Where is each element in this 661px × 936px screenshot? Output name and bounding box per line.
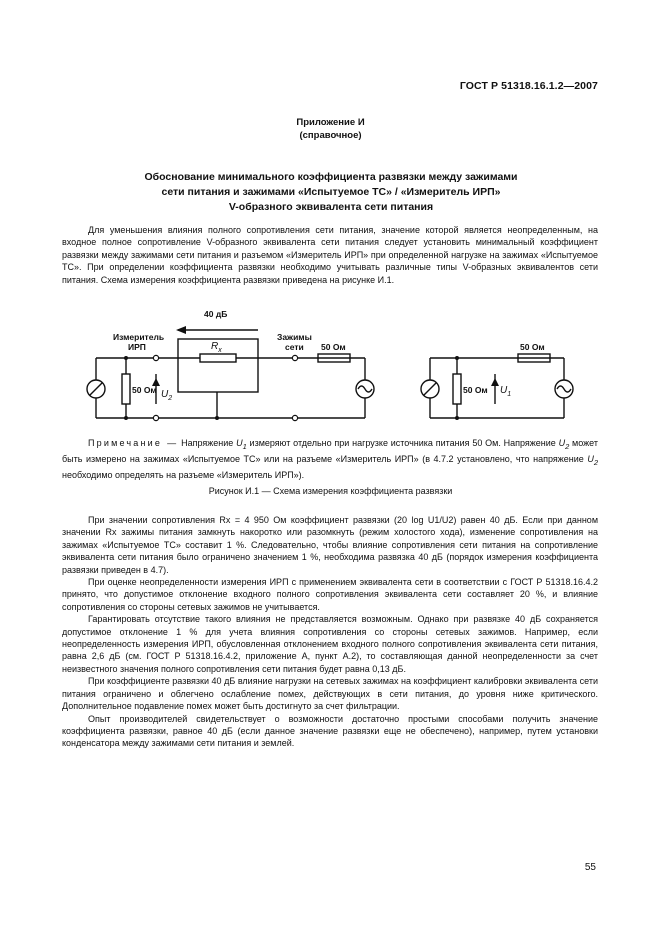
junction-dot	[215, 416, 219, 420]
page-number: 55	[584, 862, 596, 873]
meter-label-line-2: ИРП	[128, 342, 146, 352]
title-line-3: V-образного эквивалента сети питания	[228, 201, 434, 213]
mains-label-line-1: Зажимы	[277, 332, 312, 342]
rx-label: $R_x$	[211, 341, 222, 354]
left-meter-50-ohm-resistor	[122, 374, 130, 404]
rx-resistor	[200, 354, 236, 362]
body-paragraph-2: При оценке неопределенности измерения ИРП с применением эквивалента сети в соответствии с ГОСТ Р 51318.16.4.2 принято, что допустимое отклонение входного полного сопротивления эквивалента сети составляет 20 %, и влияние сопротивления со стороны сетевых зажимов не учитывается.	[62, 577, 598, 612]
intro-text: Для уменьшения влияния полного сопротивления сети питания, значение которой является неопределенным, на входное полное сопротивление V-образного эквивалента сети питания следует установить минимальный коэффициент развязки между зажимами сети питания и разъемом «Измеритель ИРП» при определенной нагрузке на зажимах «Испытуемое ТС». При определении коэффициента развязки необходимо учитывать различные типы V-образных эквивалентов сети питания. Схема измерения коэффициента развязки приведена на рисунке И.1.	[62, 225, 598, 285]
right-meter-50-ohm-label: 50 Ом	[463, 385, 488, 395]
attenuation-arrowhead	[176, 326, 186, 334]
body-text	[62, 514, 598, 750]
document-header: ГОСТ Р 51318.16.1.2—2007	[459, 80, 598, 92]
junction-dot	[124, 416, 128, 420]
appendix-title: Приложение И	[296, 117, 365, 128]
appendix-kind: (справочное)	[299, 130, 362, 141]
junction-dot	[124, 356, 128, 360]
mains-terminal-top	[292, 355, 297, 360]
mains-terminal-bottom	[292, 415, 297, 420]
figure-note	[62, 437, 598, 482]
right-meter-50-ohm-resistor	[453, 374, 461, 404]
meter-terminal-top	[153, 355, 158, 360]
appendix-heading	[0, 116, 661, 142]
left-meter-50-ohm-label: 50 Ом	[132, 385, 157, 395]
body-paragraph-4: При коэффициенте развязки 40 дБ влияние нагрузки на сетевых зажимах на коэффициент калибровки эквивалента сети питания ограничено и облегчено ослабление помех, действующих в сети питания, до уровня ниже критического. Дополнительное подавление помех может быть достигнуто за счет фильтрации.	[62, 676, 598, 712]
body-paragraph-5: Опыт производителей свидетельствует о возможности достаточно простыми способами получить значение коэффициента развязки, равное 40 дБ (если данное значение развязки еще не обеспечено), например, путем установки конденсатора между зажимами сети питания и землей.	[62, 713, 598, 749]
mains-label-line-2: сети	[285, 342, 304, 352]
meter-terminal-bottom	[153, 415, 158, 420]
title-line-2: сети питания и зажимами «Испытуемое ТС» / «Измеритель ИРП»	[161, 186, 501, 198]
right-50-ohm-label: 50 Ом	[520, 342, 545, 352]
body-paragraph-1: При значении сопротивления Rx = 4 950 Ом коэффициент развязки (20 log U1/U2) равен 40 дБ. Если при данном значении Rx зажимы питания замкнуть накоротко или разомкнуть (режим холостого хода), изменение сопротивления на зажимах «Испытуемое ТС» составит 1 %. Следовательно, чтобы влияние сопротивления сети питания на сопротивление эквивалента сети питания было ограничено значением 1 %, необходима развязка 40 дБ (порядок измерения коэффициента развязки приведен в 4.7).	[62, 515, 598, 575]
appendix-main-title	[100, 170, 562, 215]
junction-dot	[455, 416, 459, 420]
title-line-1: Обоснование минимального коэффициента развязки между зажимами	[144, 171, 518, 183]
meter-label-line-1: Измеритель	[113, 332, 165, 342]
junction-dot	[455, 356, 459, 360]
figure-caption: Рисунок И.1 — Схема измерения коэффициента развязки	[208, 486, 453, 496]
u1-label: $U_1$	[500, 385, 512, 398]
left-50-ohm-label: 50 Ом	[321, 342, 346, 352]
body-paragraph-3: Гарантировать отсутствие такого влияния не представляется возможным. Однако при развязке 40 дБ сохраняется допустимое отклонение 1 % для учета влияния сопротивления со стороны сетевых зажимов. Например, если неопределенность измерения ИРП, обусловленная отклонением входного полного сопротивления эквивалента сети питания, равна 2,6 дБ (см. ГОСТ Р 51318.16.4.2, приложение А, пункт А.2), то составляющая данной неопределенности за счет неизвестного значения полного сопротивления сети питания будет равна 0,13 дБ.	[62, 614, 598, 674]
u1-arrowhead	[491, 378, 499, 386]
intro-paragraph	[62, 224, 598, 286]
attenuation-label: 40 дБ	[204, 309, 228, 319]
u2-label: $U_2$	[161, 389, 173, 402]
circuit-figure	[0, 300, 661, 430]
note-prefix: Примечание —	[88, 438, 179, 448]
note-text: Примечание — Напряжение $U_1$ измеряют отдельно при нагрузке источника питания 50 Ом. Напряжение $U_2$ может быть измерено на зажимах «Испытуемое ТС» или на разъеме «Измеритель ИРП» (в 4.7.2 установлено, что напряжение $U_2$ необходимо определять на разъеме «Измеритель ИРП»).	[62, 438, 598, 481]
